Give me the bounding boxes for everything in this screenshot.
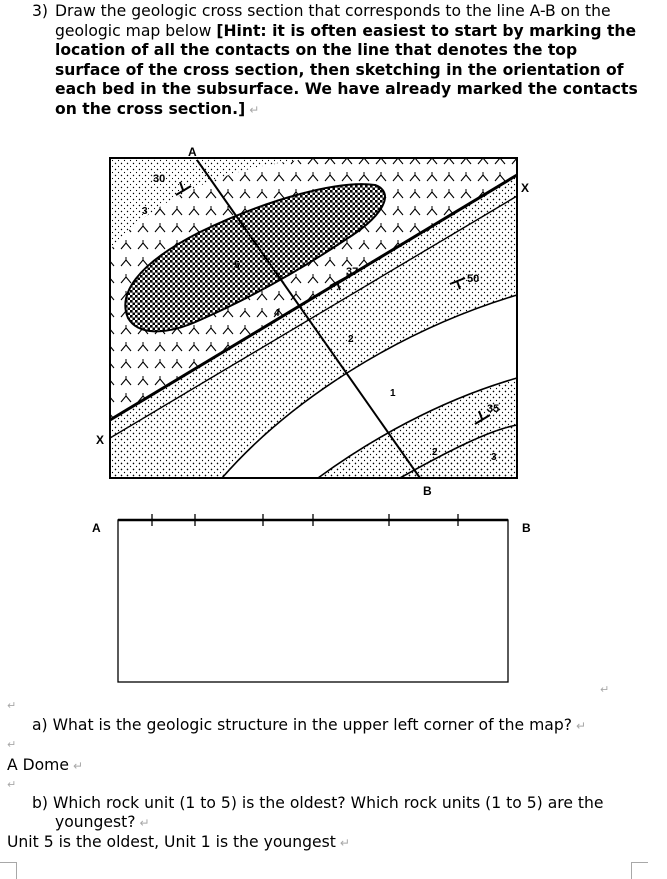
page-corner-left bbox=[0, 862, 17, 879]
paragraph-mark: ↵ bbox=[72, 759, 84, 773]
cross-section-frame bbox=[88, 510, 548, 690]
unit-label-2-lower: 2 bbox=[432, 447, 438, 458]
part-b-question-block bbox=[32, 794, 642, 833]
paragraph-mark: ↵ bbox=[7, 778, 17, 791]
part-b-question-text: b) Which rock unit (1 to 5) is the oldest? Which rock units (1 to 5) are the youngest? bbox=[32, 794, 604, 831]
axis-label-west: X bbox=[96, 433, 105, 447]
part-b-answer bbox=[7, 833, 350, 853]
paragraph-mark: ↵ bbox=[7, 699, 17, 712]
question-number: 3) bbox=[32, 2, 49, 20]
map-label-a: A bbox=[188, 145, 197, 159]
part-a-question bbox=[32, 716, 586, 736]
unit-label-3-lower: 3 bbox=[491, 452, 497, 463]
paragraph-mark: ↵ bbox=[339, 836, 350, 850]
unit-label-3-upper: 3 bbox=[142, 206, 148, 217]
cross-section-label-a: A bbox=[92, 521, 101, 535]
map-label-b: B bbox=[423, 484, 432, 498]
question-hint: [Hint: it is often easiest to start by marking the location of all the contacts on the line that denotes the top surface of the cross section, then sketching in the orientation of each bed in the subsurface. We have already marked the contacts on the cross section.] bbox=[55, 21, 638, 118]
dip-value-35: 35 bbox=[487, 403, 500, 415]
dip-value-50: 50 bbox=[467, 273, 480, 285]
dip-value-37: 37 bbox=[346, 266, 359, 278]
paragraph-mark: ↵ bbox=[7, 738, 17, 751]
unit-label-4: 4 bbox=[274, 308, 280, 319]
unit-label-2-upper: 2 bbox=[348, 334, 354, 345]
cross-section-box bbox=[118, 520, 508, 682]
part-b-question bbox=[32, 794, 642, 833]
question-body bbox=[55, 2, 642, 120]
page-corner-right bbox=[631, 862, 648, 879]
part-a-question-text: a) What is the geologic structure in the upper left corner of the map? bbox=[32, 716, 573, 734]
paragraph-mark: ↵ bbox=[249, 102, 260, 117]
paragraph-mark: ↵ bbox=[600, 683, 610, 696]
dip-value-30: 30 bbox=[153, 173, 166, 185]
unit-label-5: 5 bbox=[234, 260, 240, 271]
part-a-answer-text: A Dome bbox=[7, 756, 69, 774]
part-a-answer bbox=[7, 756, 83, 776]
paragraph-mark: ↵ bbox=[139, 816, 150, 830]
part-b-answer-text: Unit 5 is the oldest, Unit 1 is the youngest bbox=[7, 833, 336, 851]
geologic-map bbox=[90, 140, 550, 510]
question-text: Draw the geologic cross section that corresponds to the line A-B on the geologic map below bbox=[55, 2, 611, 40]
paragraph-mark: ↵ bbox=[576, 719, 587, 733]
cross-section-label-b: B bbox=[522, 521, 531, 535]
unit-label-1: 1 bbox=[390, 388, 396, 399]
axis-label-east: X bbox=[521, 181, 530, 195]
question-3 bbox=[32, 2, 642, 120]
